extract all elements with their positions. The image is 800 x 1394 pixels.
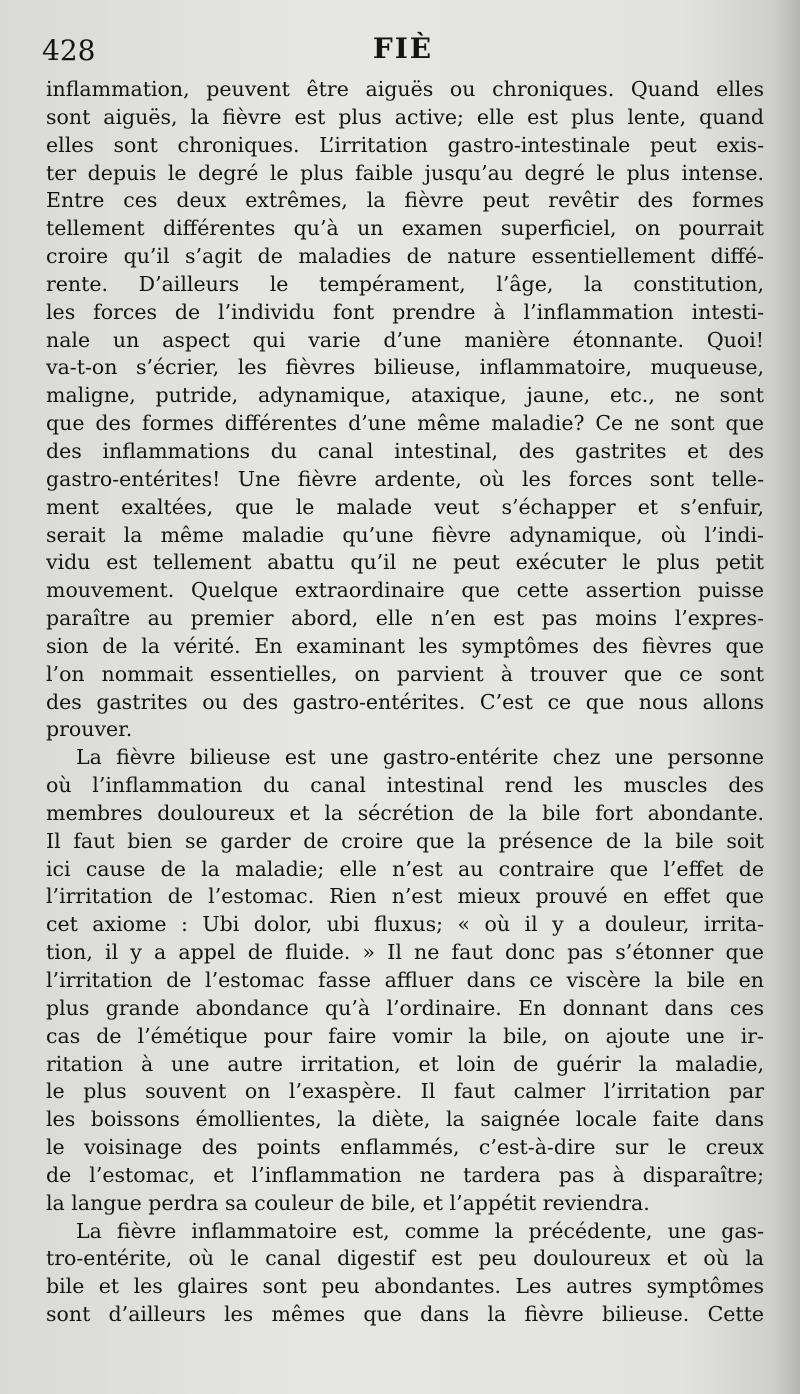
text-line: prouver. [46,717,133,742]
text-line: sont d’ailleurs les mêmes que dans la fièvre bilieuse. Cette [46,1302,764,1327]
text-line: La fièvre inflammatoire est, comme la précédente, une gas- [76,1218,764,1243]
text-line: membres douloureux et la sécrétion de la bile fort abondante. [46,800,764,825]
text-line: des inflammations du canal intestinal, des gastrites et des [46,438,764,463]
text-line: mouvement. Quelque extraordinaire que cette assertion puisse [46,578,764,603]
text-line: Il faut bien se garder de croire que la présence de la bile soit [46,828,764,853]
text-line: Entre ces deux extrêmes, la fièvre peut revêtir des formes [46,188,764,213]
page-edge-shadow [772,0,800,1394]
text-line: sion de la vérité. En examinant les symptômes des fièvres que [46,633,764,658]
running-head: FIÈ [372,32,434,65]
text-line: l’irritation de l’estomac fasse affluer dans ce viscère la bile en [46,968,764,992]
text-line: des gastrites ou des gastro-entérites. C’est ce que nous allons [46,689,764,714]
text-line: tellement différentes qu’à un examen superficiel, on pourrait [46,216,764,241]
text-line: cas de l’émétique pour faire vomir la bile, on ajoute une ir- [46,1023,764,1048]
text-line: l’on nommait essentielles, on parvient à trouver que ce sont [46,661,764,686]
text-line: le voisinage des points enflammés, c’est-à-dire sur le creux [46,1135,764,1160]
text-line: les forces de l’individu font prendre à l’inflammation intesti- [46,299,764,324]
text-line: sont aiguës, la fièvre est plus active; elle est plus lente, quand [46,104,764,129]
page-number: 428 [42,34,96,67]
body-text [46,76,764,1329]
text-line: inflammation, peuvent être aiguës ou chroniques. Quand elles [46,77,764,101]
text-line: nale un aspect qui varie d’une manière étonnante. Quoi! [46,327,764,352]
text-line: gastro-entérites! Une fièvre ardente, où les forces sont telle- [46,466,764,491]
text-line: le plus souvent on l’exaspère. Il faut calmer l’irritation par [46,1079,764,1104]
text-line: la langue perdra sa couleur de bile, et l’appétit reviendra. [46,1190,650,1215]
text-line: l’irritation de l’estomac. Rien n’est mieux prouvé en effet que [46,884,764,909]
text-line: de l’estomac, et l’inflammation ne tardera pas à disparaître; [46,1162,764,1187]
text-line: ritation à une autre irritation, et loin de guérir la maladie, [46,1051,764,1076]
page-header [42,28,764,72]
text-line: croire qu’il s’agit de maladies de nature essentiellement diffé- [46,244,764,269]
text-line: paraître au premier abord, elle n’en est pas moins l’expres- [46,606,764,631]
text-line: rente. D’ailleurs le tempérament, l’âge, la constitution, [46,271,764,296]
text-line: vidu est tellement abattu qu’il ne peut exécuter le plus petit [46,550,764,575]
text-line: ici cause de la maladie; elle n’est au contraire que l’effet de [46,856,764,881]
text-line: elles sont chroniques. L’irritation gastro-intestinale peut exis- [46,132,764,157]
text-line: tion, il y a appel de fluide. » Il ne faut donc pas s’étonner que [46,940,764,965]
text-line: ter depuis le degré le plus faible jusqu’au degré le plus intense. [46,160,764,185]
text-line: bile et les glaires sont peu abondantes. Les autres symptômes [46,1274,764,1299]
text-line: où l’inflammation du canal intestinal rend les muscles des [46,773,764,798]
text-line: maligne, putride, adynamique, ataxique, jaune, etc., ne sont [46,383,764,408]
text-line: La fièvre bilieuse est une gastro-entérite chez une personne [76,745,764,770]
text-line: les boissons émollientes, la diète, la saignée locale faite dans [46,1107,764,1132]
text-line: ment exaltées, que le malade veut s’échapper et s’enfuir, [46,494,764,519]
text-line: plus grande abondance qu’à l’ordinaire. En donnant dans ces [46,995,764,1020]
text-line: tro-entérite, où le canal digestif est peu douloureux et où la [46,1246,764,1271]
text-line: que des formes différentes d’une même maladie? Ce ne sont que [46,411,764,436]
text-line: serait la même maladie qu’une fièvre adynamique, où l’indi- [46,522,764,547]
text-line: cet axiome : Ubi dolor, ubi fluxus; « où il y a douleur, irrita- [46,912,764,937]
text-line: va-t-on s’écrier, les fièvres bilieuse, inflammatoire, muqueuse, [46,355,764,380]
